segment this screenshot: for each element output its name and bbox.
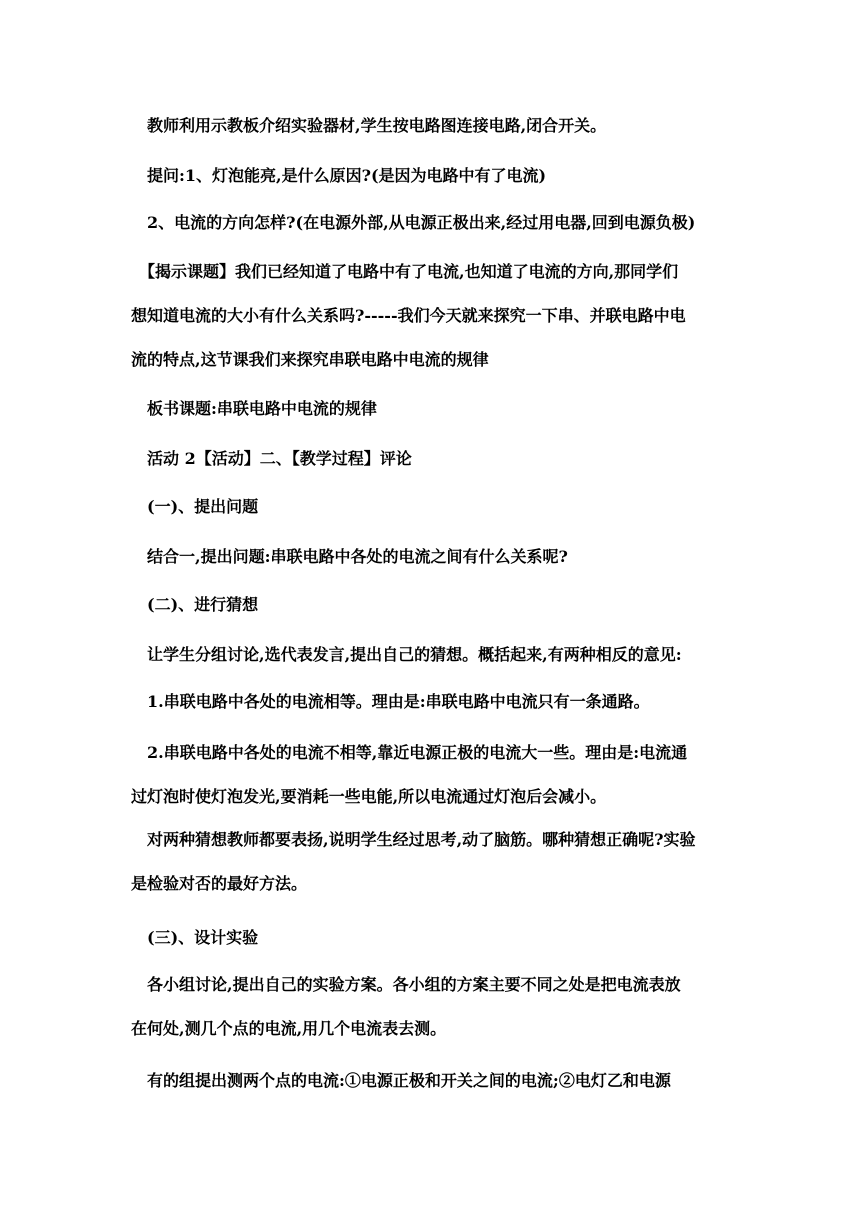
paragraph [131, 535, 743, 579]
paragraph [131, 437, 743, 481]
text-line: 2.串联电路中各处的电流不相等,靠近电源正极的电流大一些。理由是:电流通 [147, 743, 688, 762]
text-line: 让学生分组讨论,选代表发言,提出自己的猜想。概括起来,有两种相反的意见: [147, 645, 682, 664]
paragraph [131, 633, 743, 677]
paragraph [131, 818, 743, 906]
text-line: 提问:1、灯泡能亮,是什么原因?(是因为电路中有了电流) [147, 166, 547, 185]
text-line: 流的特点,这节课我们来探究串联电路中电流的规律 [131, 350, 489, 369]
text-line: 对两种猜想教师都要表扬,说明学生经过思考,动了脑筋。哪种猜想正确呢?实验 [147, 830, 696, 849]
text-line: 有的组提出测两个点的电流:①电源正极和开关之间的电流;②电灯乙和电源 [147, 1071, 671, 1090]
paragraph [131, 731, 743, 819]
text-line: 结合一,提出问题:串联电路中各处的电流之间有什么关系呢? [147, 547, 568, 566]
paragraph [131, 583, 743, 627]
paragraph [131, 1059, 743, 1103]
text-line: (三)、设计实验 [147, 928, 259, 947]
text-line: 1.串联电路中各处的电流相等。理由是:串联电路中电流只有一条通路。 [147, 692, 650, 711]
paragraph [131, 250, 743, 382]
paragraph [131, 154, 743, 198]
paragraph [131, 387, 743, 431]
text-line: 教师利用示教板介绍实验器材,学生按电路图连接电路,闭合开关。 [147, 116, 607, 135]
text-line: 各小组讨论,提出自己的实验方案。各小组的方案主要不同之处是把电流表放 [147, 975, 681, 994]
paragraph [131, 963, 743, 1051]
text-line: (二)、进行猜想 [147, 595, 259, 614]
text-line: 过灯泡时使灯泡发光,要消耗一些电能,所以电流通过灯泡后会减小。 [131, 787, 607, 806]
paragraph [131, 104, 743, 148]
text-line: 2、电流的方向怎样?(在电源外部,从电源正极出来,经过用电器,回到电源负极) [147, 213, 696, 232]
text-line: 板书课题:串联电路中电流的规律 [147, 399, 377, 418]
text-line: 【揭示课题】我们已经知道了电路中有了电流,也知道了电流的方向,那同学们 [139, 262, 679, 281]
text-line: (一)、提出问题 [147, 497, 259, 516]
text-line: 想知道电流的大小有什么关系吗?-----我们今天就来探究一下串、并联电路中电 [131, 306, 686, 325]
paragraph [131, 201, 743, 245]
paragraph [131, 485, 743, 529]
text-line: 在何处,测几个点的电流,用几个电流表去测。 [131, 1019, 447, 1038]
text-line: 是检验对否的最好方法。 [131, 874, 308, 893]
paragraph [131, 680, 743, 724]
text-line: 活动 2【活动】二、【教学过程】评论 [147, 449, 412, 468]
paragraph [131, 916, 743, 960]
